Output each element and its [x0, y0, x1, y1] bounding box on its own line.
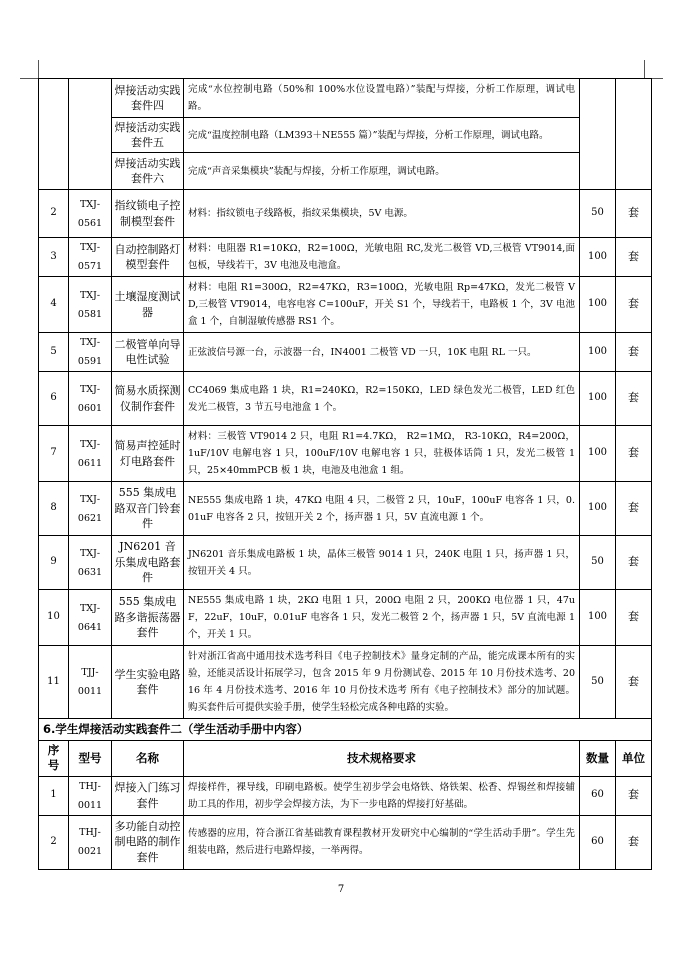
item-name: 土壤湿度测试器 [112, 277, 184, 333]
item-quantity: 60 [580, 776, 616, 815]
item-quantity: 100 [580, 590, 616, 646]
item-index: 11 [39, 646, 69, 719]
item-index: 2 [39, 815, 69, 869]
item-unit: 套 [616, 333, 652, 372]
item-name: 焊接入门练习套件 [112, 776, 184, 815]
item-index: 8 [39, 482, 69, 536]
table-row [39, 118, 652, 153]
item-name: 自动控制路灯模型套件 [112, 238, 184, 277]
item-unit: 套 [616, 277, 652, 333]
item-index: 3 [39, 238, 69, 277]
item-index: 6 [39, 372, 69, 426]
item-quantity: 100 [580, 333, 616, 372]
item-index: 10 [39, 590, 69, 646]
col-header-index: 序号 [39, 740, 69, 776]
col-header-unit: 单位 [616, 740, 652, 776]
item-name: 焊接活动实践套件四 [112, 79, 184, 118]
table-row [39, 590, 652, 646]
item-unit: 套 [616, 815, 652, 869]
item-quantity: 60 [580, 815, 616, 869]
table-row [39, 79, 652, 118]
item-name: 简易声控延时灯电路套件 [112, 426, 184, 482]
item-spec: 针对浙江省高中通用技术选考科目《电子控制技术》量身定制的产品，能完成课本所有的实验，还能灵活设计拓展学习，包含 2015 年 9 月份测试卷、2015 年 10 月份技术选考、2016 年 4 月份技术选考、2016 年 10 月份技术选考 所有《电子控制技术》部分的加试题。购买套件后可提供实验手册，使学生轻松完成各种电路的实验。 [184, 646, 580, 719]
item-name: 简易水质探测仪制作套件 [112, 372, 184, 426]
item-model: TXJ-0601 [69, 372, 112, 426]
item-name: 焊接活动实践套件五 [112, 118, 184, 153]
item-spec: CC4069 集成电路 1 块，R1=240KΩ，R2=150KΩ，LED 绿色发光二极管，LED 红色发光二极管，3 节五号电池盒 1 个。 [184, 372, 580, 426]
column-header-row [39, 740, 652, 776]
item-index: 1 [39, 776, 69, 815]
table-row [39, 238, 652, 277]
item-unit: 套 [616, 190, 652, 238]
item-spec: 正弦波信号源一台，示波器一台，IN4001 二极管 VD 一只，10K 电阻 RL 一只。 [184, 333, 580, 372]
item-spec: 材料：电阻器 R1=10KΩ，R2=100Ω，光敏电阻 RC,发光二极管 VD,三极管 VT9014,面包板，导线若干，3V 电池及电池盒。 [184, 238, 580, 277]
item-index: 9 [39, 536, 69, 590]
model-cell-empty [69, 79, 112, 190]
item-spec: 完成“温度控制电路（LM393＋NE555 篇）”装配与焊接，分析工作原理，调试电路。 [184, 118, 580, 153]
item-quantity: 50 [580, 190, 616, 238]
item-model: TXJ-0571 [69, 238, 112, 277]
item-unit: 套 [616, 238, 652, 277]
item-spec: 传感器的应用，符合浙江省基础教育课程教材开发研究中心编制的“学生活动手册”。学生先组装电路，然后进行电路焊接，一举两得。 [184, 815, 580, 869]
table-row [39, 333, 652, 372]
col-header-spec: 技术规格要求 [184, 740, 580, 776]
item-model: THJ-0011 [69, 776, 112, 815]
item-spec: 材料：三极管 VT9014 2 只，电阻 R1=4.7KΩ， R2=1MΩ， R3-10KΩ，R4=200Ω，1uF/10V 电解电容 1 只，100uF/10V 电解电容 1 只，驻极体话筒 1 只，发光二极管 1 只，25×40mmPCB 板 1 块，电池及电池盒 1 组。 [184, 426, 580, 482]
table-row [39, 482, 652, 536]
item-model: TJJ-0011 [69, 646, 112, 719]
item-quantity: 100 [580, 277, 616, 333]
item-index: 5 [39, 333, 69, 372]
item-model: THJ-0021 [69, 815, 112, 869]
item-spec: 完成“声音采集模块”装配与焊接，分析工作原理，调试电路。 [184, 153, 580, 190]
item-spec: 完成“水位控制电路（50%和 100%水位设置电路）”装配与焊接，分析工作原理，调试电路。 [184, 79, 580, 118]
crop-mark-top-right [644, 60, 663, 79]
item-model: TXJ-0591 [69, 333, 112, 372]
item-name: 焊接活动实践套件六 [112, 153, 184, 190]
equipment-table [38, 78, 652, 870]
item-name: 指纹锁电子控制模型套件 [112, 190, 184, 238]
table-row [39, 277, 652, 333]
item-spec: 材料：电阻 R1=300Ω，R2=47KΩ，R3=100Ω，光敏电阻 Rp=47KΩ，发光二极管 VD,三极管 VT9014，电容电容 C=100uF，开关 S1 个，导线若干，电路板 1 个，3V 电池盒 1 个，自制湿敏传感器 RS1 个。 [184, 277, 580, 333]
item-spec: NE555 集成电路 1 块，2KΩ 电阻 1 只，200Ω 电阻 2 只，200KΩ 电位器 1 只，47uF，22uF，10uF，0.01uF 电容各 1 只，发光二极管 2 个，扬声器 1 只，5V 直流电源 1 个，开关 1 只。 [184, 590, 580, 646]
col-header-model: 型号 [69, 740, 112, 776]
item-index: 2 [39, 190, 69, 238]
item-spec: JN6201 音乐集成电路板 1 块，晶体三极管 9014 1 只，240K 电阻 1 只，扬声器 1 只，按钮开关 4 只。 [184, 536, 580, 590]
table-row [39, 153, 652, 190]
unit-cell-empty [616, 79, 652, 190]
item-name: 学生实验电路套件 [112, 646, 184, 719]
table-row [39, 426, 652, 482]
item-quantity: 100 [580, 426, 616, 482]
item-model: TXJ-0581 [69, 277, 112, 333]
item-unit: 套 [616, 426, 652, 482]
item-spec: NE555 集成电路 1 块，47KΩ 电阻 4 只，二极管 2 只，10uF，100uF 电容各 1 只，0.01uF 电容各 2 只，按钮开关 2 个，扬声器 1 只，5V 直流电源 1 个。 [184, 482, 580, 536]
item-unit: 套 [616, 536, 652, 590]
item-unit: 套 [616, 482, 652, 536]
item-index: 4 [39, 277, 69, 333]
item-name: 多功能自动控制电路的制作套件 [112, 815, 184, 869]
qty-cell-empty [580, 79, 616, 190]
page-number: 7 [337, 884, 345, 895]
item-model: TXJ-0631 [69, 536, 112, 590]
table-row [39, 536, 652, 590]
idx-cell-empty [39, 79, 69, 190]
item-index: 7 [39, 426, 69, 482]
item-model: TXJ-0621 [69, 482, 112, 536]
col-header-quantity: 数量 [580, 740, 616, 776]
item-spec: 材料：指纹锁电子线路板，指纹采集模块，5V 电源。 [184, 190, 580, 238]
col-header-name: 名称 [112, 740, 184, 776]
item-unit: 套 [616, 776, 652, 815]
item-quantity: 100 [580, 238, 616, 277]
item-model: TXJ-0611 [69, 426, 112, 482]
item-name: 555 集成电路双音门铃套件 [112, 482, 184, 536]
item-model: TXJ-0561 [69, 190, 112, 238]
item-name: 二极管单向导电性试验 [112, 333, 184, 372]
item-quantity: 100 [580, 372, 616, 426]
section-title: 6.学生焊接活动实践套件二（学生活动手册中内容） [39, 719, 652, 741]
item-quantity: 100 [580, 482, 616, 536]
table-row [39, 190, 652, 238]
item-model: TXJ-0641 [69, 590, 112, 646]
table-row [39, 372, 652, 426]
item-unit: 套 [616, 590, 652, 646]
section-header-row [39, 719, 652, 741]
item-quantity: 50 [580, 536, 616, 590]
item-spec: 焊接样件，裸导线，印刷电路板。使学生初步学会电烙铁、烙铁架、松香、焊锡丝和焊接辅助工具的作用，初步学会焊接方法，为下一步电路的焊接打好基础。 [184, 776, 580, 815]
crop-mark-top-left [20, 60, 39, 79]
item-unit: 套 [616, 372, 652, 426]
table-row [39, 815, 652, 869]
item-quantity: 50 [580, 646, 616, 719]
item-unit: 套 [616, 646, 652, 719]
item-name: JN6201 音乐集成电路套件 [112, 536, 184, 590]
item-name: 555 集成电路多谐振荡器套件 [112, 590, 184, 646]
table-row [39, 646, 652, 719]
table-row [39, 776, 652, 815]
